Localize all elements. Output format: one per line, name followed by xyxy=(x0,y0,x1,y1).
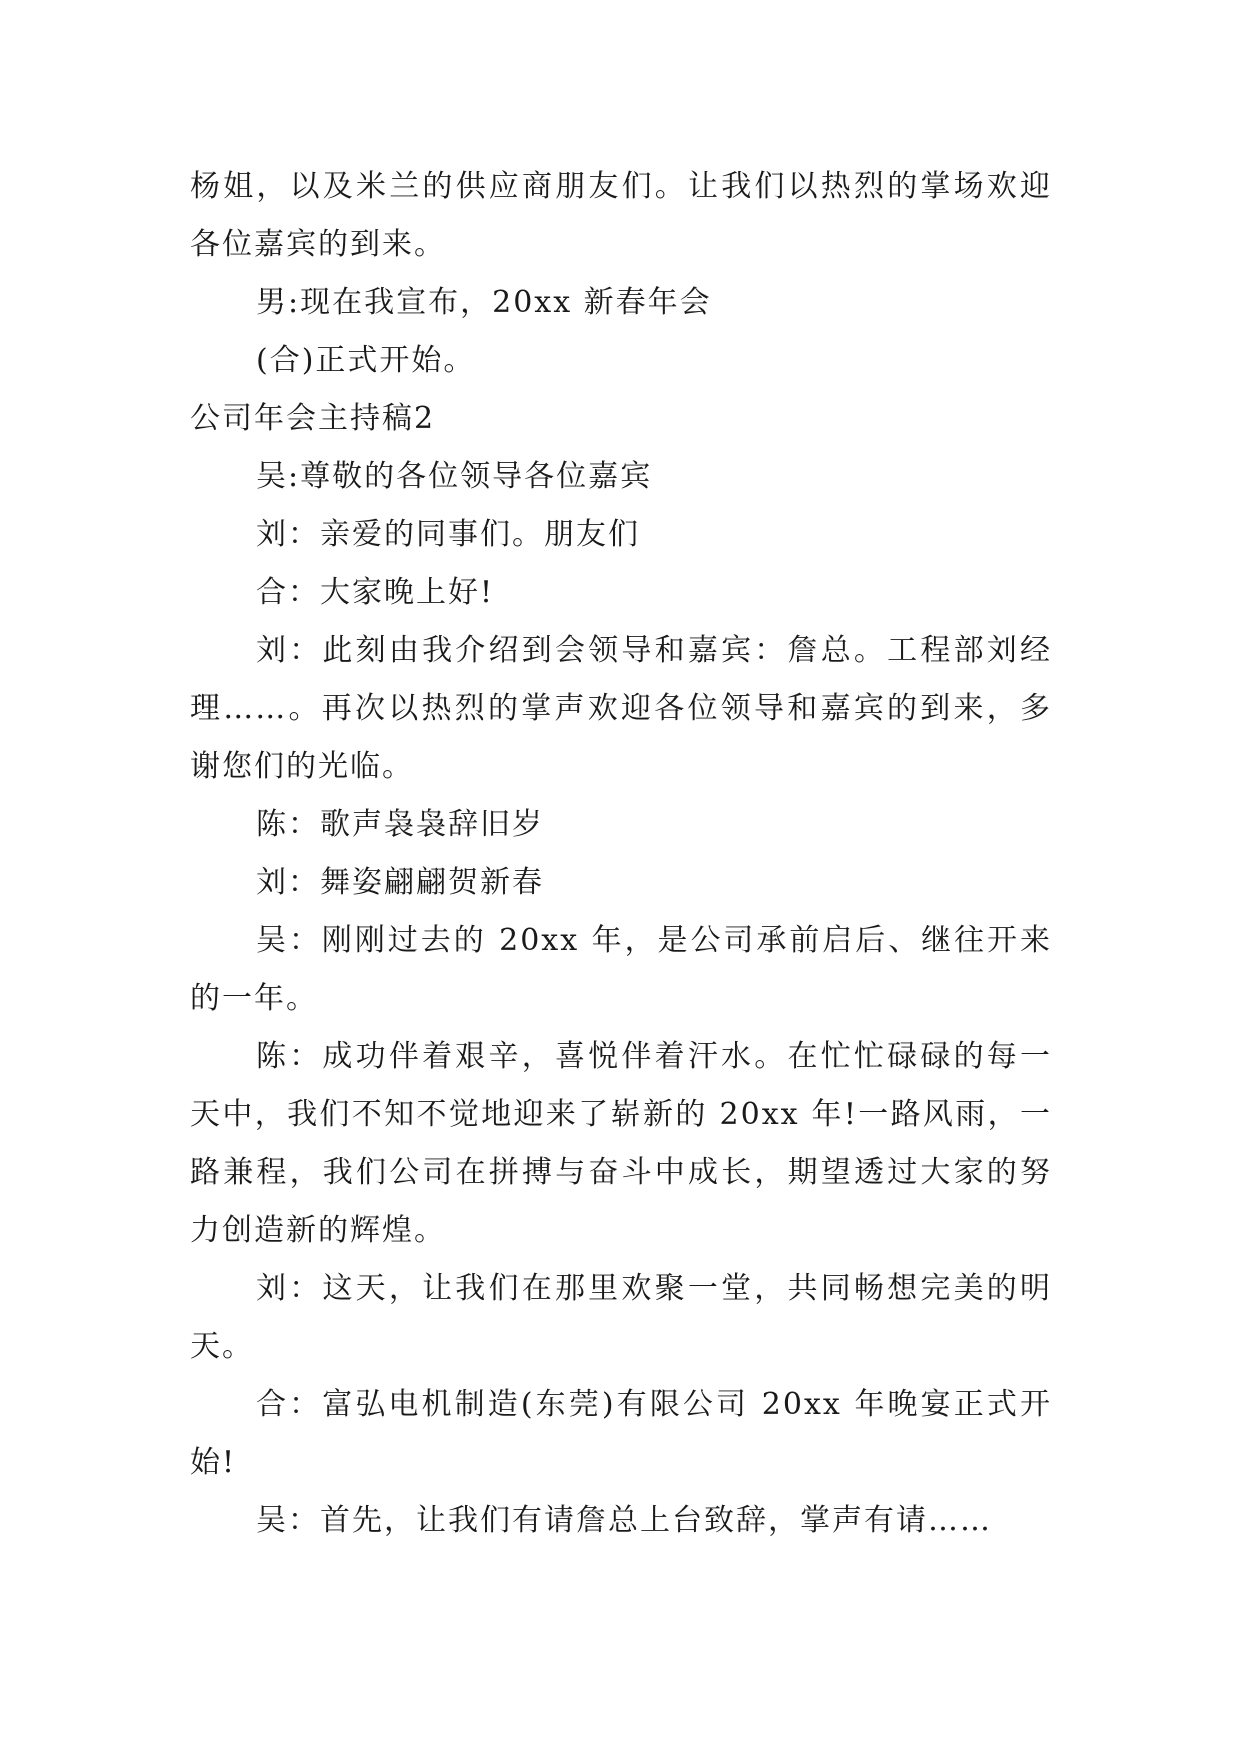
paragraph-5: 吴:尊敬的各位领导各位嘉宾 xyxy=(256,459,653,494)
paragraph-8: 刘：此刻由我介绍到会领导和嘉宾：詹总。工程部刘经理……。再次以热烈的掌声欢迎各位领导和嘉宾的到来，多谢您们的光临。 xyxy=(190,633,1052,784)
paragraph-6: 刘：亲爱的同事们。朋友们 xyxy=(256,517,640,552)
paragraph-10: 刘：舞姿翩翩贺新春 xyxy=(256,865,544,900)
paragraph-14: 合：富弘电机制造(东莞)有限公司 20xx 年晚宴正式开始! xyxy=(190,1387,1052,1480)
paragraph-11: 吴：刚刚过去的 20xx 年，是公司承前启后、继往开来的一年。 xyxy=(190,923,1052,1016)
document-body xyxy=(190,158,1052,1550)
paragraph-2: 男:现在我宣布，20xx 新春年会 xyxy=(256,285,712,320)
paragraph-13: 刘：这天，让我们在那里欢聚一堂，共同畅想完美的明天。 xyxy=(190,1271,1052,1364)
paragraph-9: 陈：歌声袅袅辞旧岁 xyxy=(256,807,544,842)
paragraph-1: 杨姐，以及米兰的供应商朋友们。让我们以热烈的掌场欢迎各位嘉宾的到来。 xyxy=(190,169,1052,262)
paragraph-12: 陈：成功伴着艰辛，喜悦伴着汗水。在忙忙碌碌的每一天中，我们不知不觉地迎来了崭新的 20xx 年!一路风雨，一路兼程，我们公司在拼搏与奋斗中成长，期望透过大家的努力创造新的辉煌。 xyxy=(190,1039,1052,1248)
paragraph-3: (合)正式开始。 xyxy=(256,343,476,378)
paragraph-15: 吴：首先，让我们有请詹总上台致辞，掌声有请…… xyxy=(256,1503,992,1538)
section-title: 公司年会主持稿2 xyxy=(190,401,436,436)
paragraph-7: 合：大家晚上好! xyxy=(256,575,495,610)
